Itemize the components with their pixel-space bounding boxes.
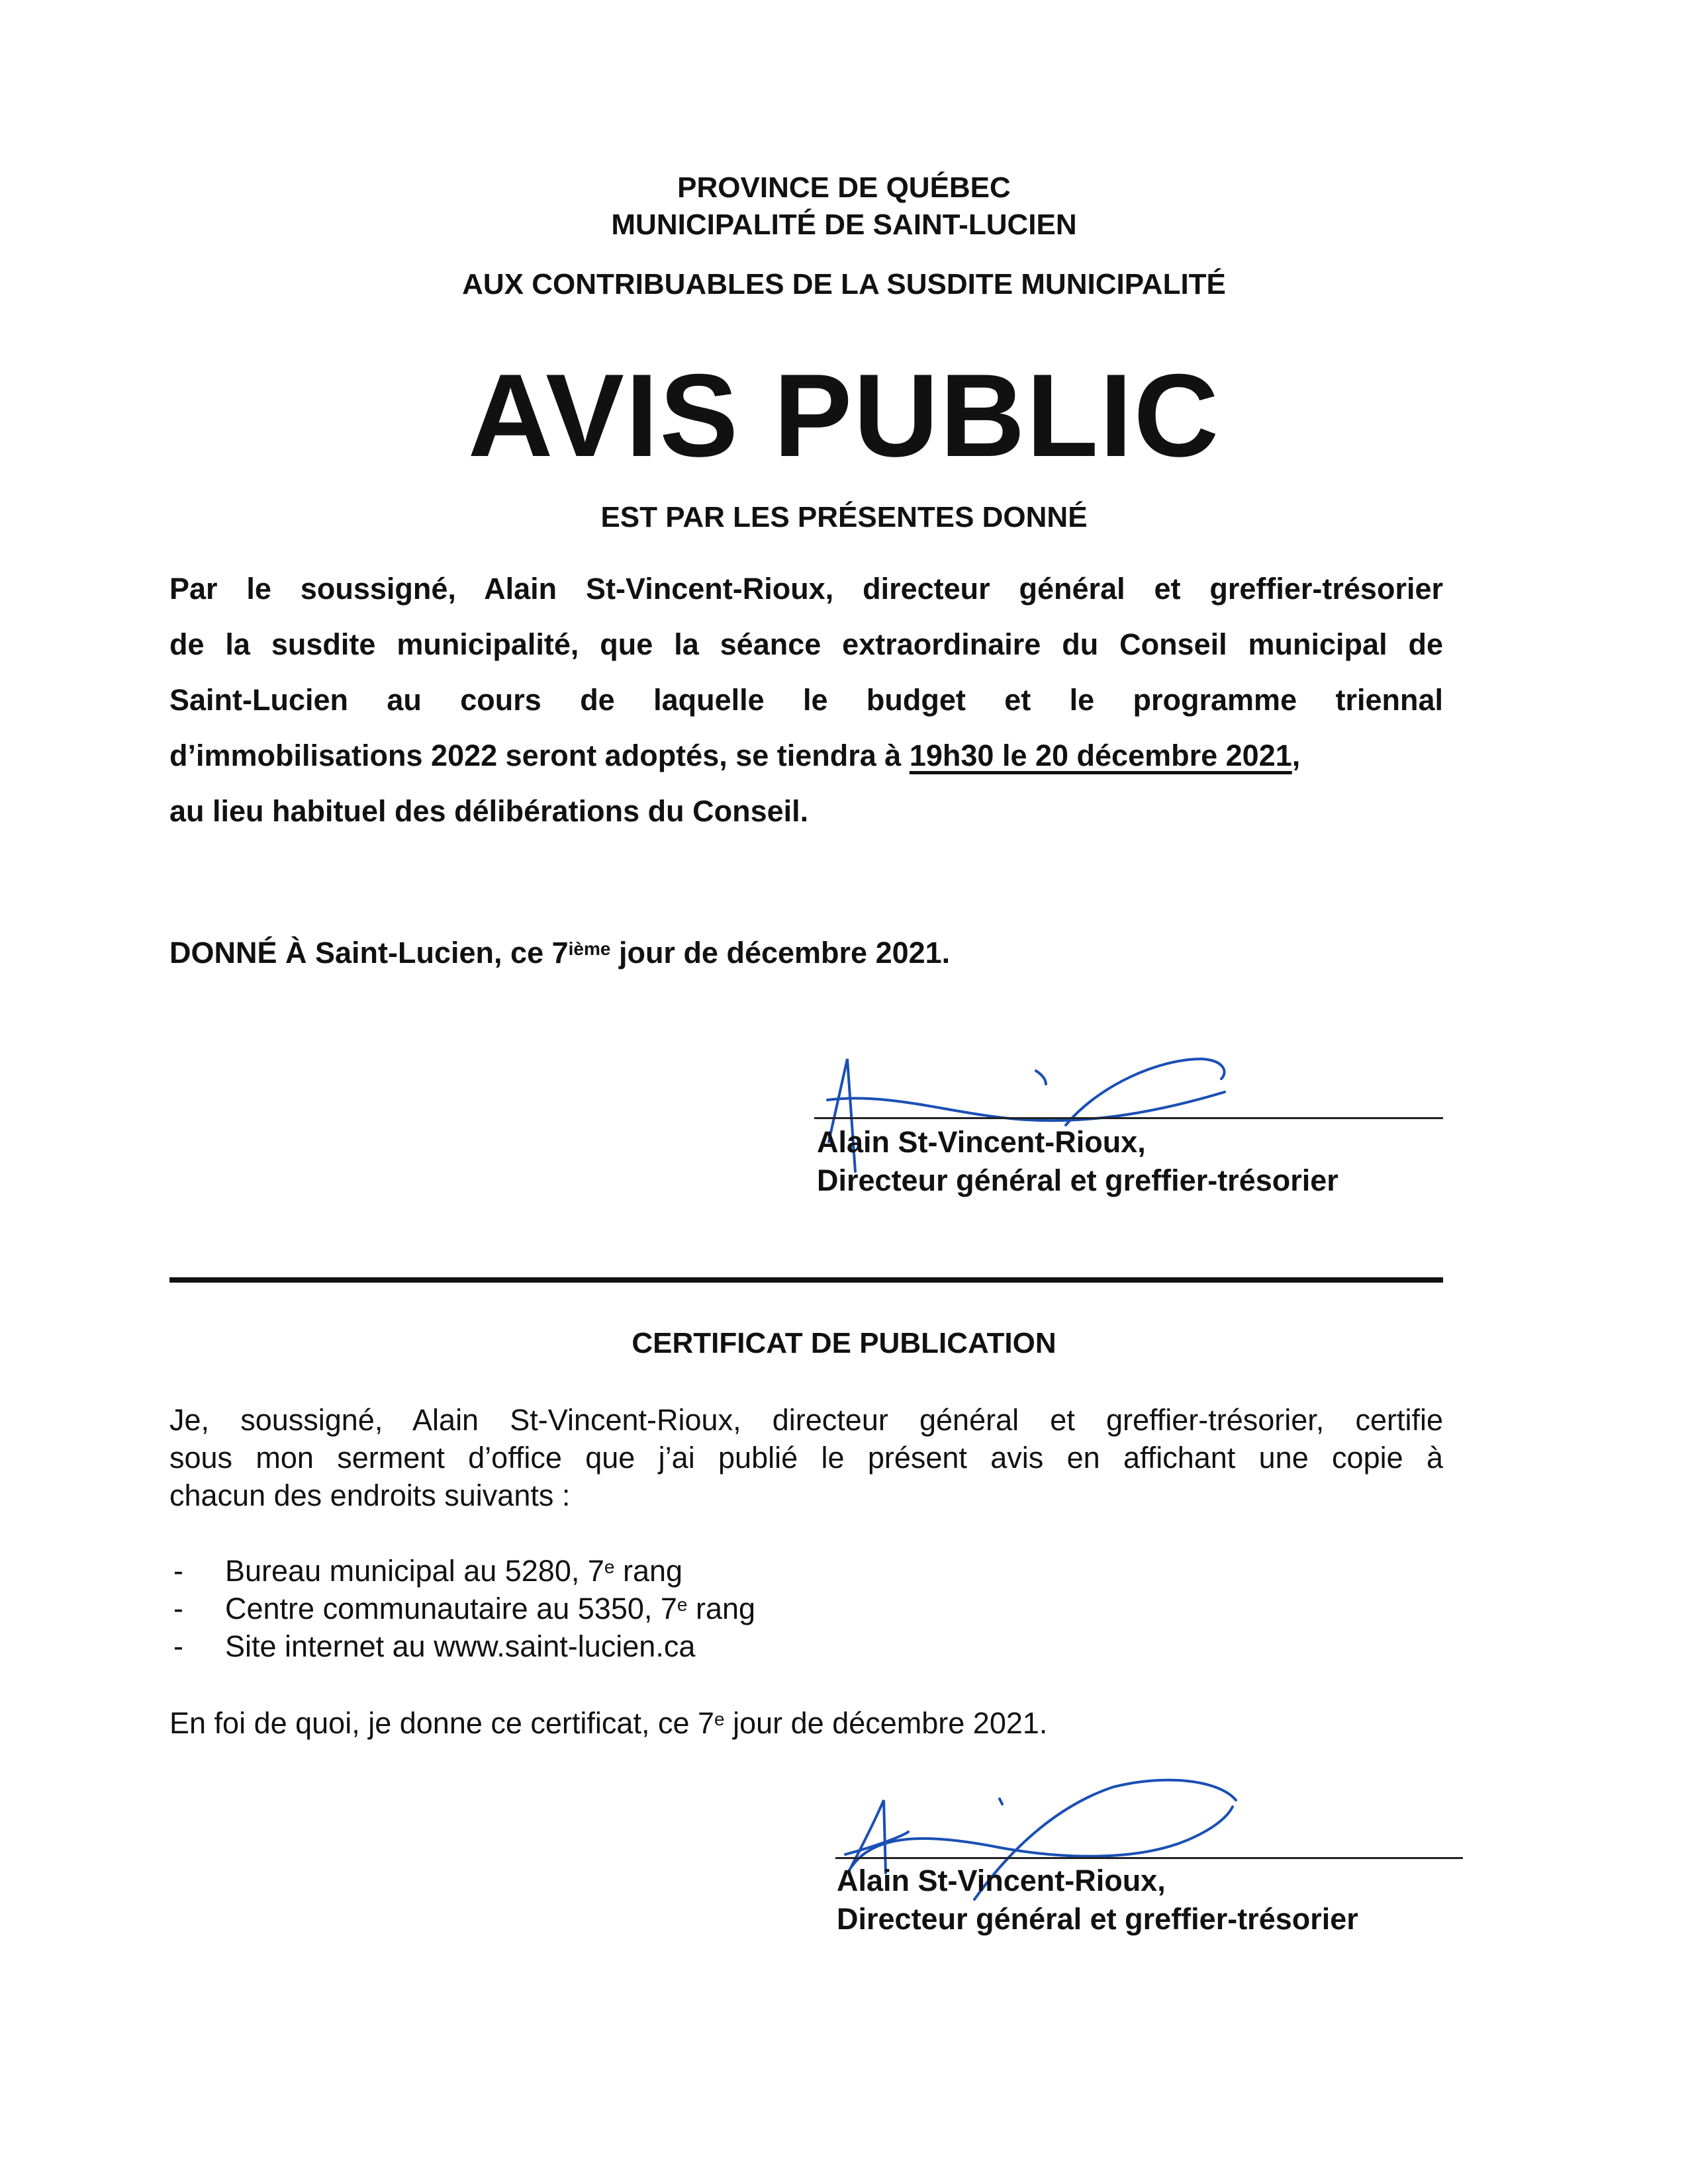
given-date-line	[169, 934, 1443, 972]
notice-line: Saint-Lucien au cours de laquelle le budget et le programme triennal	[169, 683, 1443, 717]
signatory-name: Alain St-Vincent-Rioux,	[837, 1864, 1166, 1897]
municipality-heading: MUNICIPALITÉ DE SAINT-LUCIEN	[611, 208, 1077, 241]
ordinal-suffix: e	[714, 1709, 725, 1729]
signatory-role: Directeur général et greffier-trésorier	[817, 1163, 1338, 1197]
notice-line: de la susdite municipalité, que la séance extraordinaire du Conseil municipal de	[169, 627, 1443, 661]
signatory-role: Directeur général et greffier-trésorier	[837, 1902, 1358, 1936]
document-title: AVIS PUBLIC	[467, 349, 1221, 481]
ordinal-suffix: ième	[568, 938, 611, 959]
notice-text: ,	[1291, 739, 1301, 772]
signature-line	[835, 1857, 1463, 1859]
certificate-title: CERTIFICAT DE PUBLICATION	[632, 1327, 1056, 1359]
addressee-heading: AUX CONTRIBUABLES DE LA SUSDITE MUNICIPALITÉ	[462, 268, 1226, 300]
dash-bullet-icon: -	[173, 1554, 183, 1588]
notice-line: Par le soussigné, Alain St-Vincent-Rioux, directeur général et greffier-trésorier	[169, 572, 1443, 606]
section-divider	[169, 1277, 1443, 1283]
signature-line	[814, 1117, 1443, 1119]
closing-text: jour de décembre 2021.	[724, 1706, 1048, 1740]
certificate-line: chacun des endroits suivants :	[169, 1479, 571, 1512]
certificate-closing	[169, 1705, 1443, 1742]
notice-line	[169, 737, 1443, 774]
certificate-line: sous mon serment d’office que j’ai publié le présent avis en affichant une copie à	[169, 1441, 1443, 1475]
notice-line: au lieu habituel des délibérations du Conseil.	[169, 794, 809, 828]
dash-bullet-icon: -	[173, 1592, 183, 1625]
notice-text: d’immobilisations 2022 seront adoptés, se tiendra à	[169, 739, 910, 772]
closing-text: En foi de quoi, je donne ce certificat, ce 7	[169, 1706, 715, 1740]
signatory-name: Alain St-Vincent-Rioux,	[817, 1125, 1146, 1159]
meeting-datetime: 19h30 le 20 décembre 2021	[909, 739, 1292, 772]
subtitle-heading: EST PAR LES PRÉSENTES DONNÉ	[600, 501, 1088, 533]
province-heading: PROVINCE DE QUÉBEC	[677, 171, 1011, 204]
dash-bullet-icon: -	[173, 1629, 183, 1663]
location-text: Bureau municipal au 5280, 7e rang	[225, 1554, 683, 1588]
certificate-line: Je, soussigné, Alain St-Vincent-Rioux, directeur général et greffier-trésorier, certifie	[169, 1403, 1443, 1437]
location-text: Centre communautaire au 5350, 7e rang	[225, 1592, 756, 1625]
location-text: Site internet au www.saint-lucien.ca	[225, 1629, 696, 1663]
given-date-text: DONNÉ À Saint-Lucien, ce 7	[169, 936, 569, 970]
given-date-text: jour de décembre 2021.	[610, 936, 951, 970]
